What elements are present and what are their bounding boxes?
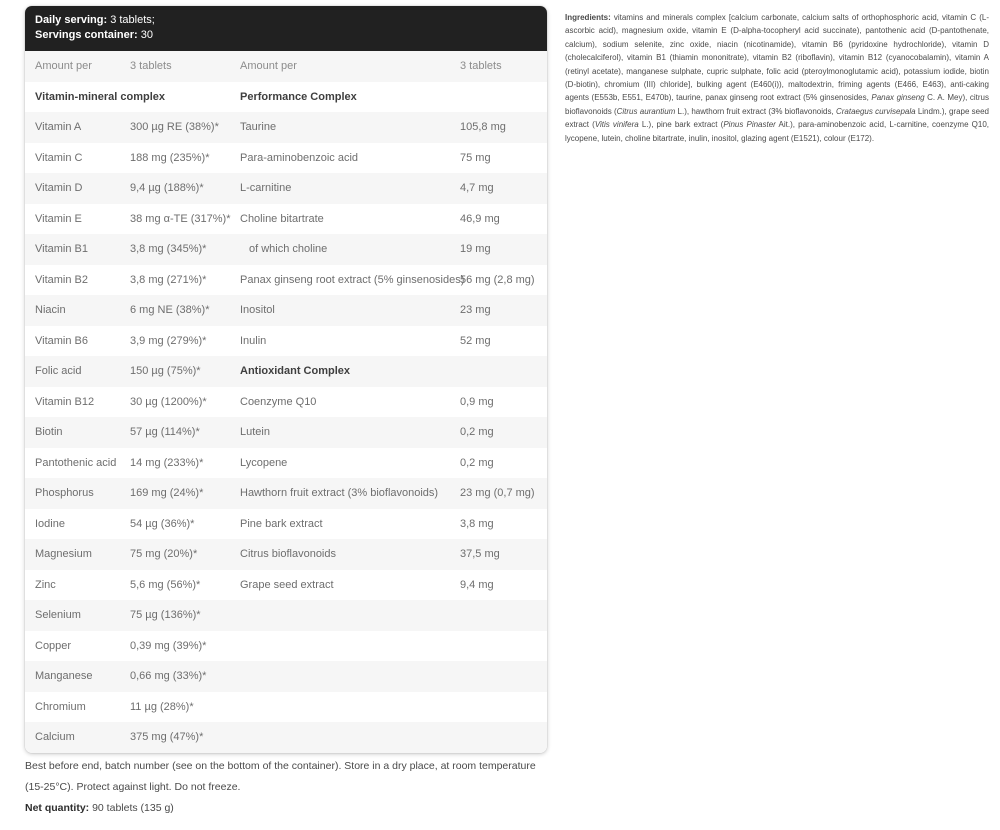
left-nutrient-amount: 57 µg (114%)*	[130, 426, 200, 439]
latin-botanical-name: Vitis vinifera	[594, 120, 639, 130]
left-nutrient-amount: 54 µg (36%)*	[130, 517, 195, 530]
table-row	[25, 509, 547, 540]
ingredients-text-segment: vitamins and minerals complex [calcium carbonate, calcium salts of orthophosphoric acid, vitamin C (L-ascorbic acid), magnesium oxide, vitamin E (D-alpha-tocopheryl acid succinate), pantothenic acid (D-pantothenate, calcium), sodium selenite, zinc oxide, niacin (nicotinamide), vitamin B6 (pyridoxine hydrochloride), vitamin D (cholecalciferol), vitamin B1 (thiamin mononitrate), vitamin B2 (riboflavin), vitamin B12 (cyanocobalamin), vitamin A (retinyl acetate), manganese sulphate, cupric sulphate, folic acid (pteroylmonoglutamic acid), potassium iodide, biotin (D-biotin), chromium (III) chloride], bulking agent (E460(i)), maltodextrin, friming agents (E466, E463), anti-caking agents (E553b, E551, E470b), taurine, panax ginseng root extract (5% ginsenosides,	[565, 13, 989, 103]
vitamin-mineral-complex-heading: Vitamin-mineral complex	[35, 90, 166, 103]
left-nutrient-amount: 300 µg RE (38%)*	[130, 121, 219, 134]
table-row	[25, 417, 547, 448]
storage-note: Best before end, batch number (see on the bottom of the container). Store in a dry place, at room temperature (15-25°C). Protect against light. Do not freeze.	[25, 760, 536, 793]
table-row	[25, 204, 547, 235]
left-nutrient-name: Calcium	[35, 731, 75, 744]
left-nutrient-amount: 75 mg (20%)*	[130, 548, 198, 561]
net-quantity-value: 90 tablets (135 g)	[89, 802, 174, 814]
right-nutrient-amount: 52 mg	[460, 334, 491, 347]
left-nutrient-name: Phosphorus	[35, 487, 94, 500]
servings-container-value: 30	[137, 29, 153, 41]
right-nutrient-amount: 3,8 mg	[460, 517, 494, 530]
left-nutrient-name: Chromium	[35, 700, 86, 713]
ingredients-text-segment: C. A. Mey), citrus bioflavonoids (	[565, 93, 989, 116]
left-nutrient-amount: 14 mg (233%)*	[130, 456, 204, 469]
right-nutrient-amount: 46,9 mg	[460, 212, 500, 225]
left-nutrient-name: Manganese	[35, 670, 93, 683]
table-row	[25, 448, 547, 479]
right-nutrient-name: Inulin	[240, 334, 267, 347]
serving-info-header	[25, 6, 547, 51]
left-nutrient-amount: 30 µg (1200%)*	[130, 395, 207, 408]
right-nutrient-amount: 37,5 mg	[460, 548, 500, 561]
left-nutrient-amount: 5,6 mg (56%)*	[130, 578, 201, 591]
right-nutrient-amount: 105,8 mg	[460, 121, 506, 134]
left-nutrient-name: Copper	[35, 639, 72, 652]
left-nutrient-name: Vitamin C	[35, 151, 83, 164]
left-nutrient-amount: 3,9 mg (279%)*	[130, 334, 207, 347]
table-row	[25, 661, 547, 692]
right-nutrient-name: Coenzyme Q10	[240, 395, 317, 408]
supplement-facts-card	[25, 6, 547, 753]
table-row	[25, 478, 547, 509]
left-nutrient-name: Vitamin B12	[35, 395, 95, 408]
left-nutrient-name: Vitamin E	[35, 212, 82, 225]
left-nutrient-name: Vitamin D	[35, 182, 83, 195]
left-nutrient-name: Niacin	[35, 304, 66, 317]
right-nutrient-name: Lutein	[240, 426, 270, 439]
left-nutrient-amount: 0,66 mg (33%)*	[130, 670, 207, 683]
table-row	[25, 234, 547, 265]
right-nutrient-name: Citrus bioflavonoids	[240, 548, 336, 561]
daily-serving-line	[35, 13, 547, 28]
right-nutrient-name: Grape seed extract	[240, 578, 334, 591]
daily-serving-value: 3 tablets;	[107, 14, 155, 26]
left-nutrient-name: Folic acid	[35, 365, 82, 378]
right-nutrient-amount: 56 mg (2,8 mg)	[460, 273, 535, 286]
right-nutrient-name: Para-aminobenzoic acid	[240, 151, 359, 164]
ingredients-label: Ingredients:	[565, 13, 614, 22]
right-nutrient-amount: 9,4 mg	[460, 578, 494, 591]
table-row	[25, 722, 547, 753]
left-nutrient-amount: 3,8 mg (345%)*	[130, 243, 207, 256]
right-nutrient-name: Hawthorn fruit extract (3% bioflavonoids)	[240, 487, 439, 500]
latin-botanical-name: Panax ginseng	[871, 93, 925, 103]
right-nutrient-name: Taurine	[240, 121, 277, 134]
right-nutrient-amount: 23 mg (0,7 mg)	[460, 487, 535, 500]
net-quantity-label: Net quantity:	[25, 802, 90, 814]
left-amount-per-label: Amount per	[35, 60, 92, 73]
right-nutrient-name: Lycopene	[240, 456, 288, 469]
left-nutrient-name: Selenium	[35, 609, 81, 622]
left-nutrient-name: Vitamin B6	[35, 334, 88, 347]
left-nutrient-name: Vitamin A	[35, 121, 82, 134]
latin-botanical-name: Pinus Pinaster	[723, 120, 776, 130]
amount-per-header-row	[25, 51, 547, 82]
right-nutrient-name: of which choline	[249, 243, 328, 256]
right-nutrient-name: Inositol	[240, 304, 275, 317]
left-serving-size-label: 3 tablets	[130, 60, 172, 73]
right-serving-size-label: 3 tablets	[460, 60, 502, 73]
ingredients-paragraph	[565, 11, 989, 145]
left-nutrient-amount: 9,4 µg (188%)*	[130, 182, 204, 195]
left-nutrient-amount: 375 mg (47%)*	[130, 731, 204, 744]
left-nutrient-amount: 3,8 mg (271%)*	[130, 273, 207, 286]
table-row	[25, 692, 547, 723]
right-nutrient-amount: 0,9 mg	[460, 395, 494, 408]
net-quantity-line	[25, 802, 174, 814]
left-nutrient-amount: 75 µg (136%)*	[130, 609, 201, 622]
daily-serving-label: Daily serving:	[35, 14, 108, 26]
right-nutrient-name: Pine bark extract	[240, 517, 323, 530]
ingredients-text-segment: L.), pine bark extract (	[638, 120, 724, 130]
ingredients-text-segment: Ait.), para-aminobenzoic acid, L-carnitine, coenzyme Q10, lycopene, lutein, choline bitartrate, inulin, inositol, glazing agent (E1521), colour (E172).	[565, 120, 989, 143]
left-nutrient-name: Biotin	[35, 426, 63, 439]
left-nutrient-amount: 188 mg (235%)*	[130, 151, 210, 164]
left-nutrient-name: Pantothenic acid	[35, 456, 117, 469]
table-row	[25, 600, 547, 631]
table-row	[25, 112, 547, 143]
left-nutrient-name: Magnesium	[35, 548, 92, 561]
right-nutrient-amount: 4,7 mg	[460, 182, 494, 195]
table-row	[25, 539, 547, 570]
right-nutrient-amount: 75 mg	[460, 151, 491, 164]
left-nutrient-amount: 6 mg NE (38%)*	[130, 304, 210, 317]
nutrient-table-body	[25, 112, 547, 753]
ingredients-text-segment: L.), hawthorn fruit extract (3% bioflavonoids,	[675, 106, 836, 116]
latin-botanical-name: Crataegus curvisepala	[835, 106, 916, 116]
table-row	[25, 173, 547, 204]
ingredients-text-segment: Lindm.), grape seed extract (	[565, 106, 989, 130]
table-row	[25, 570, 547, 601]
table-row	[25, 265, 547, 296]
right-nutrient-name: Antioxidant Complex	[240, 365, 351, 378]
right-nutrient-amount: 0,2 mg	[460, 426, 494, 439]
table-row	[25, 295, 547, 326]
right-nutrient-name: L-carnitine	[240, 182, 292, 195]
table-row	[25, 326, 547, 357]
left-nutrient-name: Vitamin B2	[35, 273, 88, 286]
left-nutrient-amount: 38 mg α-TE (317%)*	[130, 212, 231, 225]
complex-section-header-row	[25, 82, 547, 113]
latin-botanical-name: Citrus aurantium	[616, 106, 676, 116]
left-nutrient-name: Vitamin B1	[35, 243, 88, 256]
table-row	[25, 387, 547, 418]
right-nutrient-amount: 19 mg	[460, 243, 491, 256]
left-nutrient-amount: 11 µg (28%)*	[130, 700, 194, 713]
performance-complex-heading: Performance Complex	[240, 90, 357, 103]
right-nutrient-name: Choline bitartrate	[240, 212, 324, 225]
left-nutrient-amount: 150 µg (75%)*	[130, 365, 201, 378]
servings-container-label: Servings container:	[35, 29, 138, 41]
table-row	[25, 356, 547, 387]
left-nutrient-name: Iodine	[35, 517, 65, 530]
right-nutrient-amount: 0,2 mg	[460, 456, 494, 469]
left-nutrient-amount: 0,39 mg (39%)*	[130, 639, 207, 652]
table-row	[25, 631, 547, 662]
right-amount-per-label: Amount per	[240, 60, 297, 73]
right-nutrient-amount: 23 mg	[460, 304, 491, 317]
left-nutrient-amount: 169 mg (24%)*	[130, 487, 204, 500]
right-nutrient-name: Panax ginseng root extract (5% ginsenosides)	[240, 273, 465, 286]
left-nutrient-name: Zinc	[35, 578, 56, 591]
table-row	[25, 143, 547, 174]
servings-container-line	[35, 28, 547, 43]
